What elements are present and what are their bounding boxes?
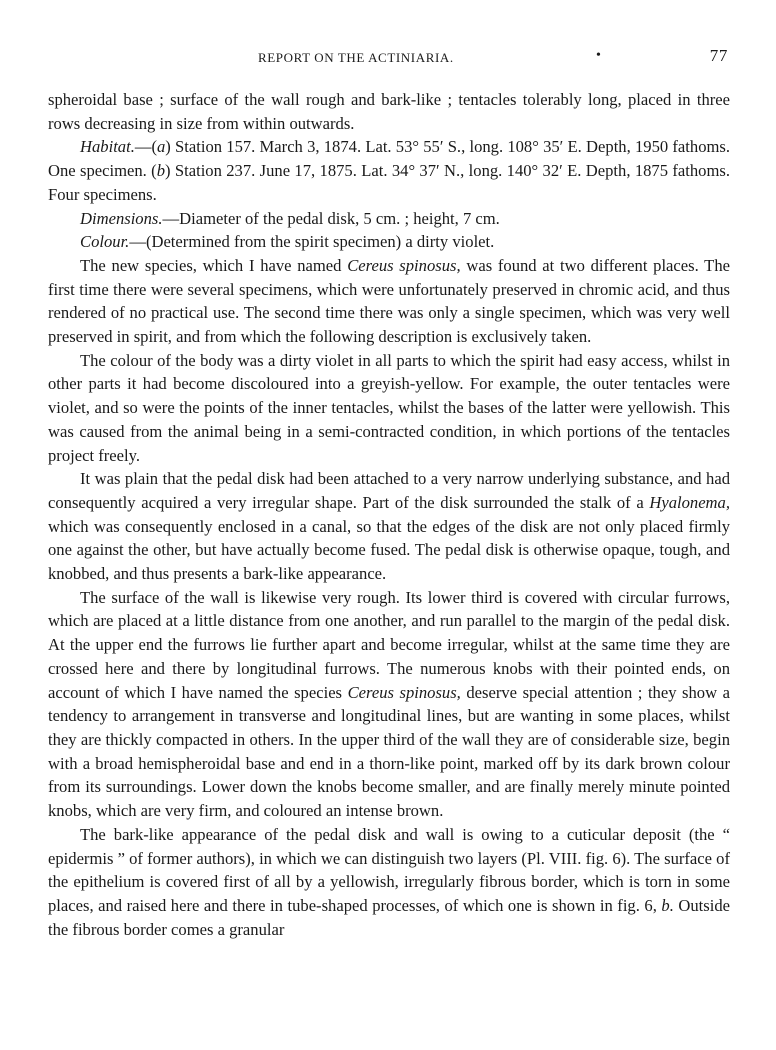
- italic-text: Hyalonema,: [649, 492, 730, 512]
- text-run: —(: [134, 137, 157, 157]
- text-run: The colour of the body was a dirty violet in all parts to which the spirit had easy access, whilst in other parts it had become discoloured into a greyish-yellow. For example, the outer tentacles were violet, and so were the points of the inner tentacles, whilst the bases of the latter were yellowish. This was caused from the animal being in a semi-contracted condition, in which portions of the tentacles project freely.: [48, 350, 730, 465]
- italic-text: Dimensions.: [80, 208, 163, 228]
- italic-text: b: [156, 161, 165, 181]
- italic-text: b.: [661, 895, 674, 915]
- text-run: spheroidal base ; surface of the wall rough and bark-like ; tentacles tolerably long, placed in three rows decreasing in size from within outwards.: [48, 90, 730, 133]
- text-run: deserve special attention ; they show a tendency to arrangement in transverse and longitudinal lines, but are wanting in some places, whilst they are thickly compacted in others. In the upper third of the wall they are of considerable size, begin with a broad hemispheroidal base and end in a thorn-like point, marked off by its dark brown colour from its surroundings. Lower down the knobs become smaller, and are finally merely minute pointed knobs, which are very firm, and coloured an intense brown.: [48, 682, 730, 821]
- paragraph: [48, 586, 730, 823]
- italic-text: Cereus spinosus,: [347, 255, 461, 275]
- body-text: [48, 88, 730, 941]
- italic-text: a: [156, 137, 166, 157]
- page-number: 77: [709, 46, 728, 65]
- text-run: The bark-like appearance of the pedal disk and wall is owing to a cuticular deposit (the “ epidermis ” of former authors), in which we can distinguish two layers (Pl. VIII. fig. 6). The surface of the epithelium is covered first of all by a yellowish, irregularly fibrous border, which is torn in some places, and raised here and there in tube-shaped processes, of which one is shown in fig. 6,: [48, 824, 730, 915]
- text-run: The new species, which I have named: [80, 255, 348, 275]
- page: [48, 46, 730, 941]
- paragraph: [48, 230, 730, 254]
- paragraph: [48, 467, 730, 586]
- text-run: Outside the fibrous border comes a granular: [48, 895, 730, 939]
- text-run: ) Station 157. March 3, 1874. Lat. 53° 55′ S., long. 108° 35′ E. Depth, 1950 fathoms. One specimen. (: [48, 137, 730, 181]
- text-run: which was consequently enclosed in a canal, so that the edges of the disk are not only placed firmly one against the other, but have actually become fused. The pedal disk is otherwise opaque, tough, and knobbed, and thus presents a bark-like appearance.: [48, 516, 730, 584]
- paragraph: [48, 88, 730, 135]
- italic-text: Cereus spinosus,: [347, 682, 461, 702]
- paragraph: [48, 349, 730, 468]
- text-run: was found at two different places. The first time there were several specimens, which were unfortunately preserved in chromic acid, and thus rendered of no practical use. The second time there was only a single specimen, which was very well preserved in spirit, and from which the following description is exclusively taken.: [48, 255, 730, 347]
- running-header: [48, 46, 730, 70]
- text-run: ) Station 237. June 17, 1875. Lat. 34° 37′ N., long. 140° 32′ E. Depth, 1875 fathoms. Four specimens.: [48, 161, 730, 204]
- header-separator: •: [596, 48, 602, 63]
- text-run: It was plain that the pedal disk had been attached to a very narrow underlying substance, and had consequently acquired a very irregular shape. Part of the disk surrounded the stalk of a: [48, 469, 730, 512]
- italic-text: Colour.: [80, 232, 130, 252]
- text-run: —(Determined from the spirit specimen) a dirty violet.: [129, 232, 495, 252]
- paragraph: [48, 254, 730, 349]
- text-run: The surface of the wall is likewise very rough. Its lower third is covered with circular furrows, which are placed at a little distance from one another, and run parallel to the margin of the pedal disk. At the upper end the furrows lie further apart and become irregular, whilst at the same time they are crossed here and there by longitudinal furrows. The numerous knobs with their pointed ends, on account of which I have named the species: [48, 587, 730, 702]
- italic-text: Habitat.: [80, 137, 135, 157]
- text-run: —Diameter of the pedal disk, 5 cm. ; height, 7 cm.: [162, 208, 500, 228]
- paragraph: [48, 135, 730, 206]
- paragraph: [48, 207, 730, 231]
- paragraph: [48, 823, 730, 942]
- running-title: REPORT ON THE ACTINIARIA.: [258, 50, 454, 65]
